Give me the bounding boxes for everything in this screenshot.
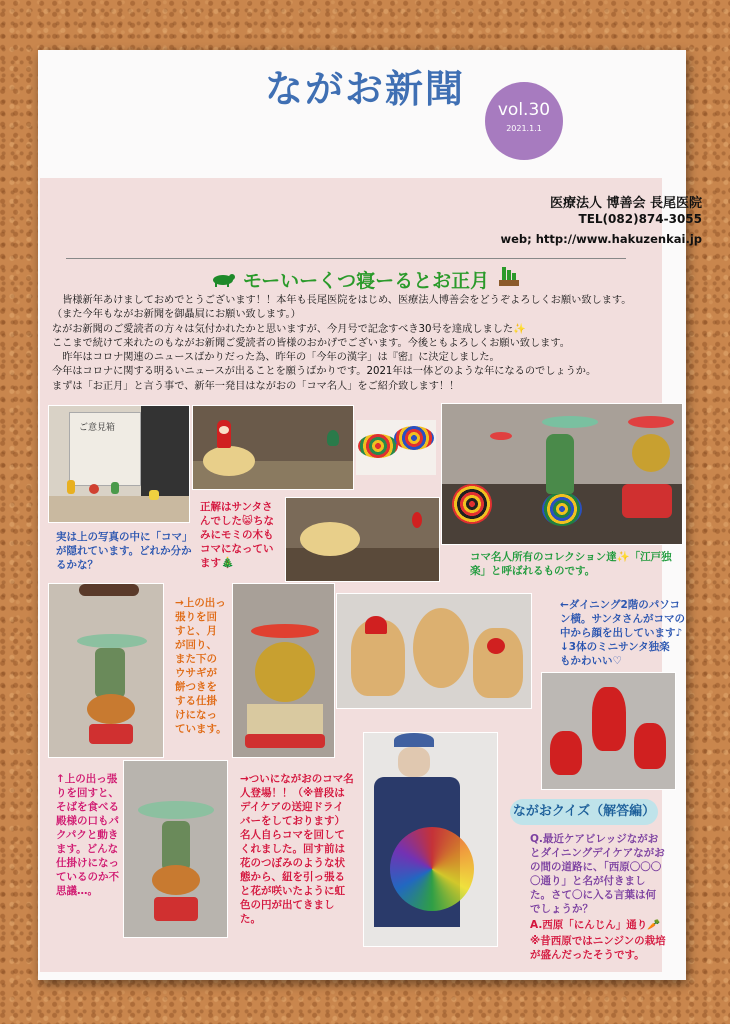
photo-soba-top-hand <box>48 583 164 758</box>
hospital-name: 医療法人 博善会 長尾医院 <box>549 196 702 211</box>
photo-soba-lord <box>123 760 228 938</box>
intro-line: ながお新聞のご愛読者の方々は気付かれたかと思いますが、今月号で記念すべき30号を達成しました✨ <box>52 323 526 335</box>
photo-spinning-tops <box>356 420 436 475</box>
headline: モーいーくつ寝ーるとお正月 <box>242 270 490 292</box>
caption-dining: ←ダイニング2階のパソコン横。サンタさんがコマの中から顔を出しています♪ <box>560 599 686 639</box>
quiz-badge: ながおクイズ（解答編） <box>510 799 658 825</box>
intro-line: （また今年もながお新聞を御贔屓にお願い致します。） <box>52 309 301 321</box>
opinion-box-label: ご意見箱 <box>79 423 116 433</box>
intro-line: まずは「お正月」と言う事で、新年一発目はながおの「コマ名人」をご紹介致します！！ <box>52 380 460 392</box>
hospital-web: web; http://www.hakuzenkai.jp <box>500 232 702 246</box>
caption-top-master: →ついにながおのコマ名人登場！！（※普段はデイケアの送迎ドライバーをしております）名人自らコマを回してくれました。回す前は花のつぼみのような状態から、紐を引っ張ると花が咲いたように虹色の円が出てきました。 <box>240 773 354 925</box>
intro-line: 今年はコロナに関する明るいニュースが出ることを願うばかりです。2021年は一体どのような年になるのでしょうか。 <box>52 366 597 378</box>
caption-moon-rabbit: →上の出っ張りを回すと、月が回り、また下のウサギが餅つきをする仕掛けになっています。 <box>175 597 227 735</box>
intro-line: ここまで続けて来れたのもながお新聞ご愛読者の皆様のおかげでございます。今後ともよろしくお願い致します。 <box>52 337 570 349</box>
kadomatsu-icon <box>496 265 520 287</box>
caption-collection: コマ名人所有のコレクション達✨「江戸独楽」と呼ばれるものです。 <box>470 551 672 577</box>
caption-mini-santa: ↓3体のミニサンタ独楽もかわいい♡ <box>560 641 670 667</box>
photo-top-master <box>363 732 498 947</box>
intro-line: 昨年はコロナ関連のニュースばかりだった為、昨年の「今年の漢字」は『密』に決定しました。 <box>62 352 500 364</box>
photo-edo-collection <box>441 403 683 545</box>
quiz-note: ※昔西原ではニンジンの栽培が盛んだったそうです。 <box>530 935 666 961</box>
hospital-tel: TEL(082)874-3055 <box>578 212 702 226</box>
caption-hidden-top: 実は上の写真の中に「コマ」が隠れています。どれか分かるかな？ <box>56 531 193 571</box>
volume-number: vol.30 <box>497 100 551 120</box>
photo-moon-rabbit <box>232 583 335 758</box>
photo-santa-dining <box>336 593 532 709</box>
intro-line: 皆様新年あけましておめでとうございます！！本年も長尾医院をはじめ、医療法人博善会をどうぞよろしくお願い致します。 <box>62 295 632 306</box>
caption-soba: ↑上の出っ張りを回すと、そばを食べる殿様の口もパクパクと動きます。どんな仕掛けになっているのか不思議…。 <box>56 773 119 897</box>
headline-row <box>0 265 730 293</box>
intro-text <box>52 294 672 394</box>
quiz-answer: A.西原「にんじん」通り🥕 <box>530 919 661 931</box>
newsletter-title: ながお新聞 <box>264 67 465 111</box>
divider <box>66 258 626 259</box>
photo-santa-top <box>192 405 354 490</box>
photo-mini-santas <box>541 672 676 790</box>
photo-santa-closeup <box>285 497 440 582</box>
cow-icon <box>210 271 236 287</box>
caption-answer: 正解はサンタさんでした😸ちなみにモミの木もコマになっています🎄 <box>200 501 274 569</box>
quiz-question: Q.最近ケアビレッジながおとダイニングデイケアながおの間の道路に、「西原〇〇〇〇通り」と名が付きました。さて〇に入る言葉は何でしょうか？ <box>530 833 665 915</box>
volume-badge <box>485 82 563 160</box>
photo-opinion-box <box>48 405 190 523</box>
issue-date: 2021.1.1 <box>506 124 542 133</box>
